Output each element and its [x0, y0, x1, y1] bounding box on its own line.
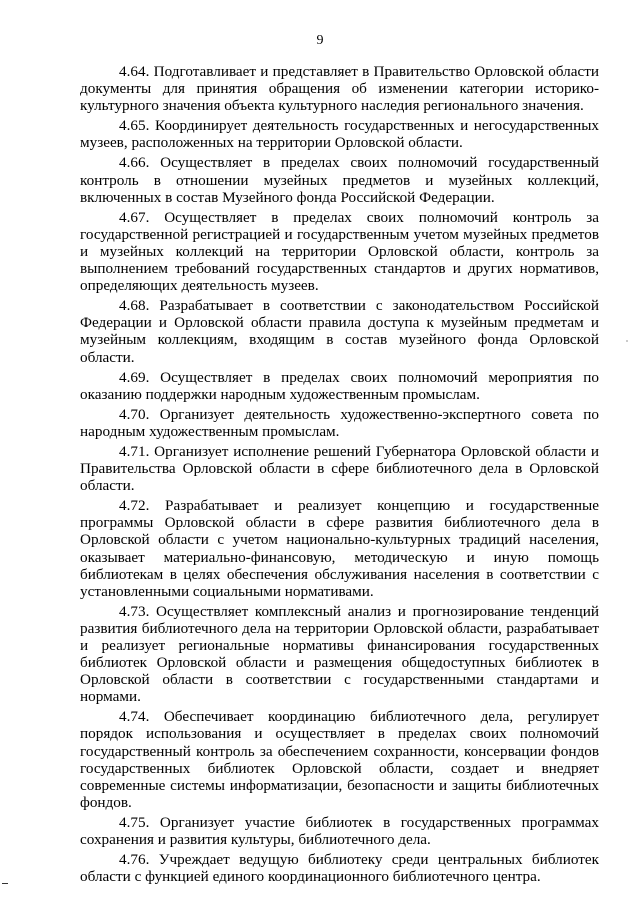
margin-mark	[2, 883, 8, 884]
document-body	[80, 63, 599, 888]
paragraph-4-68: 4.68. Разрабатывает в соответствии с законодательством Российской Федерации и Орловской области правила доступа к музейным предметам и музейным коллекциям, входящим в состав музейного фонда Орловской области.	[80, 297, 599, 366]
paragraph-4-75: 4.75. Организует участие библиотек в государственных программах сохранения и развития культуры, библиотечного дела.	[80, 813, 599, 849]
paragraph-4-65: 4.65. Координирует деятельность государственных и негосударственных музеев, расположенных на территории Орловской области.	[80, 117, 599, 152]
paragraph-4-70: 4.70. Организует деятельность художественно-экспертного совета по народным художественным промыслам.	[80, 405, 599, 440]
paragraph-4-76: 4.76. Учреждает ведущую библиотеку среди центральных библиотек области с функцией единого координационного библиотечного центра.	[80, 851, 599, 886]
page-number: 9	[316, 33, 324, 48]
scan-artifact	[626, 340, 628, 342]
paragraph-4-64: 4.64. Подготавливает и представляет в Правительство Орловской области документы для принятия обращения об изменении категории историко-культурного значения объекта культурного наследия регионального значения.	[80, 63, 599, 115]
paragraph-4-73: 4.73. Осуществляет комплексный анализ и прогнозирование тенденций развития библиотечного дела на территории Орловской области, разрабатывает и реализует региональные нормативы финансирования государственных библиотек Орловской области и размещения общедоступных библиотек в Орловской области в соответствии с государственными стандартами и нормами.	[80, 602, 599, 706]
paragraph-4-69: 4.69. Осуществляет в пределах своих полномочий мероприятия по оказанию поддержки народным художественным промыслам.	[80, 368, 599, 403]
paragraph-4-74: 4.74. Обеспечивает координацию библиотечного дела, регулирует порядок использования и осуществляет в пределах своих полномочий государственный контроль за обеспечением сохранности, консервации фондов государственных библиотек Орловской области, создает и внедряет современные системы информатизации, безопасности и защиты библиотечных фондов.	[80, 708, 599, 811]
paragraph-4-66: 4.66. Осуществляет в пределах своих полномочий государственный контроль в отношении музейных предметов и музейных коллекций, включенных в состав Музейного фонда Российской Федерации.	[80, 154, 599, 206]
paragraph-4-67: 4.67. Осуществляет в пределах своих полномочий контроль за государственной регистрацией и государственным учетом музейных предметов и музейных коллекций на территории Орловской области, контроль за выполнением требований государственных стандартов и других нормативов, определяющих деятельность музеев.	[80, 208, 599, 295]
paragraph-4-72: 4.72. Разрабатывает и реализует концепцию и государственные программы Орловской области в сфере развития библиотечного дела в Орловской области с учетом национально-культурных традиций населения, оказывает материально-финансовую, методическую и иную помощь библиотекам в целях обеспечения обслуживания населения в соответствии с установленными социальными нормативами.	[80, 497, 599, 600]
paragraph-4-71: 4.71. Организует исполнение решений Губернатора Орловской области и Правительства Орловской области в сфере библиотечного дела в Орловской области.	[80, 442, 599, 495]
